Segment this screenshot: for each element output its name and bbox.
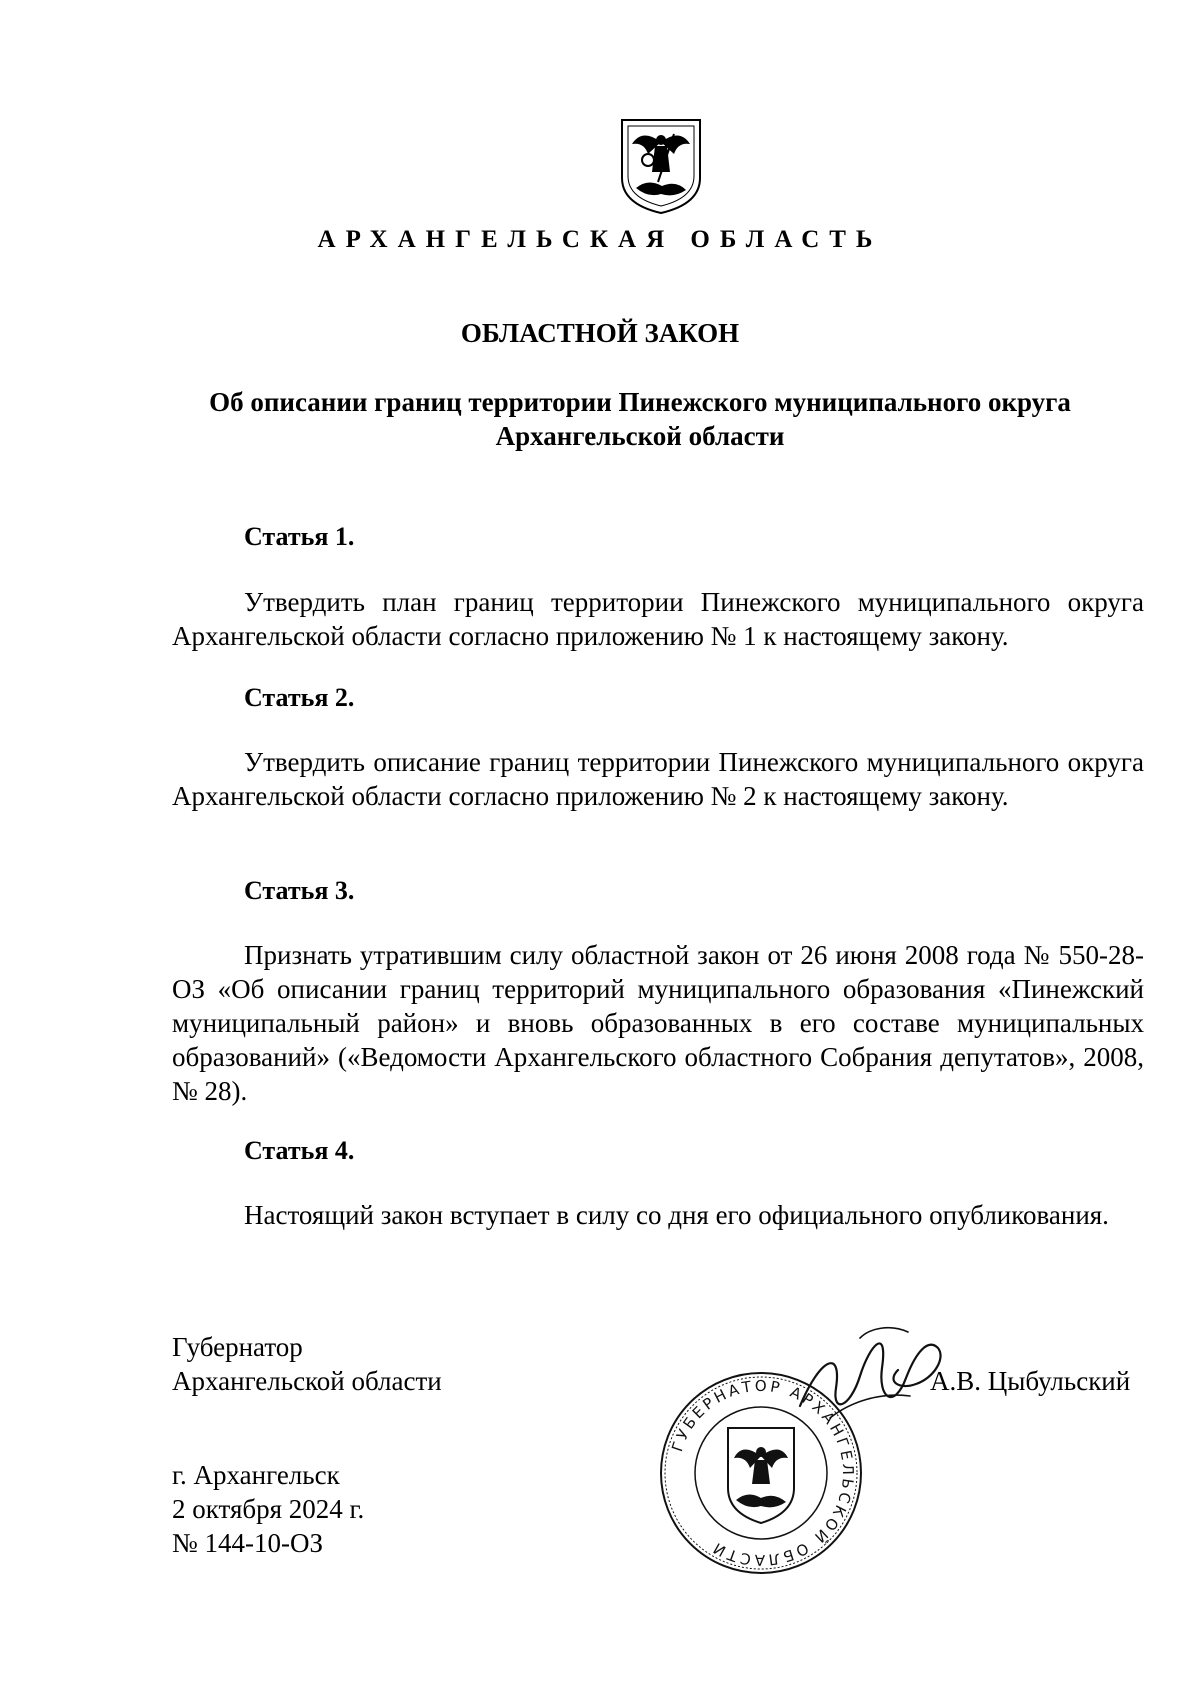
article-2-heading: Статья 2. — [244, 683, 355, 712]
governor-title-line2: Архангельской области — [172, 1366, 442, 1396]
seal-text: ГУБЕРНАТОР АРХАНГЕЛЬСКОЙ ОБЛАСТИ — [668, 1376, 858, 1570]
law-title: ОБЛАСТНОЙ ЗАКОН — [460, 318, 740, 348]
governor-title-line1: Губернатор — [172, 1332, 303, 1362]
law-number: № 144-10-ОЗ — [172, 1528, 324, 1558]
date: 2 октября 2024 г. — [172, 1494, 365, 1524]
article-2-text: Утвердить описание границ территории Пинежского муниципального округа Архангельской области согласно приложению № 2 к настоящему закону. — [172, 747, 1144, 811]
governor-title — [172, 1330, 442, 1398]
article-4-text: Настоящий закон вступает в силу со дня его официального опубликования. — [244, 1200, 1109, 1230]
article-4-heading: Статья 4. — [244, 1136, 355, 1165]
city: г. Архангельск — [172, 1460, 340, 1490]
law-subtitle: Об описании границ территории Пинежского муниципального округа Архангельской области — [209, 387, 1071, 451]
footer-block — [172, 1458, 364, 1560]
article-3-text: Признать утратившим силу областной закон от 26 июня 2008 года № 550-28-ОЗ «Об описании границ территорий муниципального образования «Пинежский муниципальный район» и вновь образованных в его составе муниципальных образований» («Ведомости Архангельского областного Собрания депутатов», 2008, № 28). — [172, 940, 1144, 1106]
coat-of-arms-icon — [618, 116, 704, 216]
region-name: АРХАНГЕЛЬСКАЯ ОБЛАСТЬ — [317, 226, 883, 253]
governor-name: А.В. Цыбульский — [930, 1366, 1131, 1396]
article-1-heading: Статья 1. — [244, 522, 355, 551]
signature-mark — [790, 1318, 960, 1438]
article-1-text: Утвердить план границ территории Пинежского муниципального округа Архангельской области согласно приложению № 1 к настоящему закону. — [172, 587, 1144, 651]
article-3-heading: Статья 3. — [244, 876, 355, 905]
